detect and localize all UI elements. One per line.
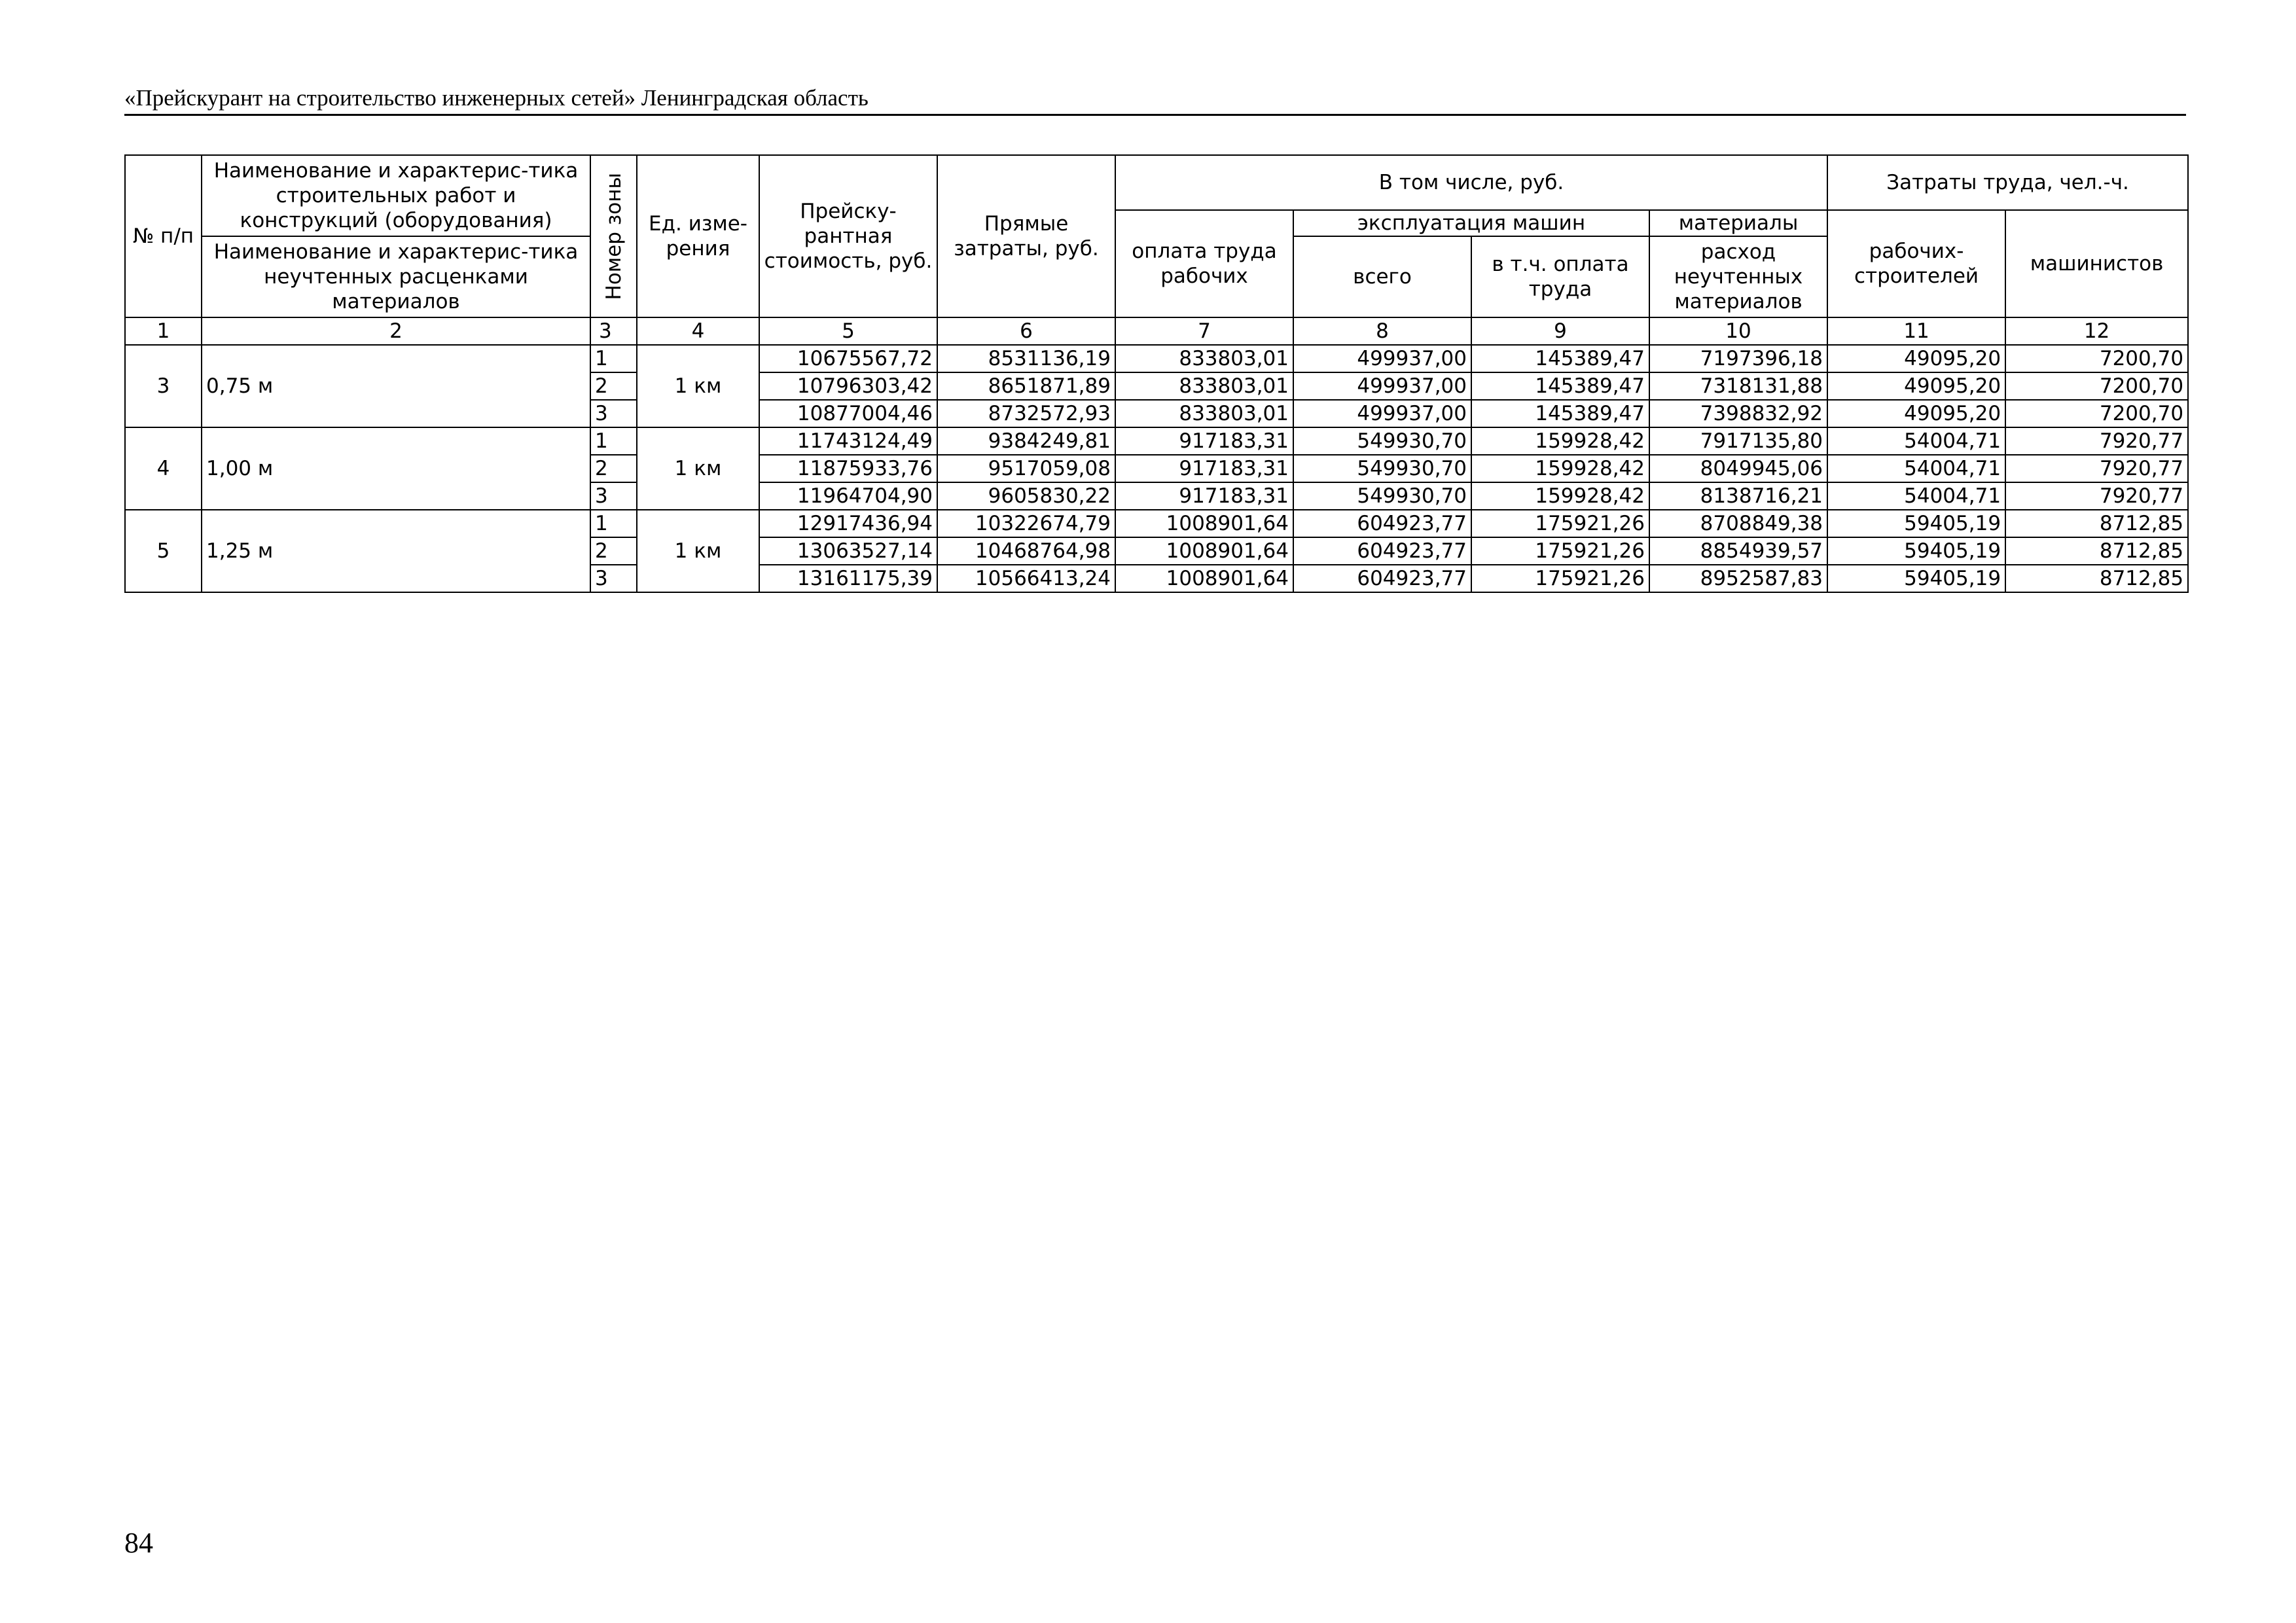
workers-hours-cell: 49095,20 xyxy=(1827,372,2005,400)
direct-cost-cell: 10468764,98 xyxy=(937,537,1115,565)
machines-wages-cell: 145389,47 xyxy=(1471,345,1649,372)
zone-cell: 3 xyxy=(590,565,637,592)
wages-cell: 833803,01 xyxy=(1115,345,1293,372)
header-name-top: Наименование и характерис-тика строительных работ и конструкций (оборудования) xyxy=(202,155,590,236)
materials-cell: 8854939,57 xyxy=(1649,537,1827,565)
workers-hours-cell: 49095,20 xyxy=(1827,345,2005,372)
zone-cell: 2 xyxy=(590,537,637,565)
direct-cost-cell: 10322674,79 xyxy=(937,510,1115,537)
group-number-cell: 5 xyxy=(125,510,202,592)
direct-cost-cell: 9517059,08 xyxy=(937,455,1115,482)
wages-cell: 833803,01 xyxy=(1115,372,1293,400)
column-number: 10 xyxy=(1649,317,1827,345)
price-cell: 13161175,39 xyxy=(759,565,937,592)
column-number: 12 xyxy=(2005,317,2188,345)
table-row xyxy=(125,510,2188,537)
group-name-cell: 0,75 м xyxy=(202,345,590,427)
group-name-cell: 1,25 м xyxy=(202,510,590,592)
column-number: 6 xyxy=(937,317,1115,345)
machinists-hours-cell: 7200,70 xyxy=(2005,400,2188,427)
column-number: 3 xyxy=(590,317,637,345)
header-price: Прейску-рантная стоимость, руб. xyxy=(759,155,937,317)
header-machines: эксплуатация машин xyxy=(1293,210,1649,236)
machinists-hours-cell: 7200,70 xyxy=(2005,372,2188,400)
price-cell: 10675567,72 xyxy=(759,345,937,372)
header-zone xyxy=(590,155,637,317)
table-row xyxy=(125,345,2188,372)
column-numbers-row xyxy=(125,317,2188,345)
machinists-hours-cell: 8712,85 xyxy=(2005,510,2188,537)
header-num: № п/п xyxy=(125,155,202,317)
machines-total-cell: 549930,70 xyxy=(1293,455,1471,482)
direct-cost-cell: 9384249,81 xyxy=(937,427,1115,455)
unit-cell: 1 км xyxy=(637,427,759,510)
column-number: 7 xyxy=(1115,317,1293,345)
workers-hours-cell: 59405,19 xyxy=(1827,510,2005,537)
wages-cell: 917183,31 xyxy=(1115,482,1293,510)
materials-cell: 8952587,83 xyxy=(1649,565,1827,592)
column-number: 11 xyxy=(1827,317,2005,345)
header-machines-total: всего xyxy=(1293,236,1471,317)
price-cell: 11964704,90 xyxy=(759,482,937,510)
machines-total-cell: 499937,00 xyxy=(1293,372,1471,400)
unit-cell: 1 км xyxy=(637,510,759,592)
machinists-hours-cell: 8712,85 xyxy=(2005,537,2188,565)
zone-cell: 1 xyxy=(590,510,637,537)
page-number: 84 xyxy=(124,1527,153,1559)
direct-cost-cell: 10566413,24 xyxy=(937,565,1115,592)
header-materials-unaccounted: расход неучтенных материалов xyxy=(1649,236,1827,317)
zone-cell: 1 xyxy=(590,345,637,372)
column-number: 9 xyxy=(1471,317,1649,345)
group-number-cell: 4 xyxy=(125,427,202,510)
zone-cell: 3 xyxy=(590,482,637,510)
direct-cost-cell: 8531136,19 xyxy=(937,345,1115,372)
workers-hours-cell: 54004,71 xyxy=(1827,455,2005,482)
price-cell: 10796303,42 xyxy=(759,372,937,400)
zone-cell: 1 xyxy=(590,427,637,455)
machines-wages-cell: 159928,42 xyxy=(1471,427,1649,455)
machines-total-cell: 604923,77 xyxy=(1293,510,1471,537)
workers-hours-cell: 54004,71 xyxy=(1827,427,2005,455)
unit-cell: 1 км xyxy=(637,345,759,427)
machines-wages-cell: 159928,42 xyxy=(1471,455,1649,482)
machines-wages-cell: 175921,26 xyxy=(1471,565,1649,592)
machinists-hours-cell: 7920,77 xyxy=(2005,455,2188,482)
price-cell: 10877004,46 xyxy=(759,400,937,427)
wages-cell: 917183,31 xyxy=(1115,455,1293,482)
price-cell: 12917436,94 xyxy=(759,510,937,537)
materials-cell: 8049945,06 xyxy=(1649,455,1827,482)
machines-total-cell: 604923,77 xyxy=(1293,537,1471,565)
header-machinists: машинистов xyxy=(2005,210,2188,317)
column-number: 2 xyxy=(202,317,590,345)
wages-cell: 917183,31 xyxy=(1115,427,1293,455)
price-cell: 13063527,14 xyxy=(759,537,937,565)
machines-total-cell: 549930,70 xyxy=(1293,482,1471,510)
wages-cell: 833803,01 xyxy=(1115,400,1293,427)
workers-hours-cell: 54004,71 xyxy=(1827,482,2005,510)
zone-cell: 3 xyxy=(590,400,637,427)
machines-wages-cell: 175921,26 xyxy=(1471,510,1649,537)
workers-hours-cell: 59405,19 xyxy=(1827,537,2005,565)
header-materials: материалы xyxy=(1649,210,1827,236)
header-workers: рабочих-строителей xyxy=(1827,210,2005,317)
zone-cell: 2 xyxy=(590,372,637,400)
materials-cell: 7197396,18 xyxy=(1649,345,1827,372)
machinists-hours-cell: 7920,77 xyxy=(2005,482,2188,510)
group-number-cell: 3 xyxy=(125,345,202,427)
header-including: В том числе, руб. xyxy=(1115,155,1827,210)
header-zone-label: Номер зоны xyxy=(601,172,626,300)
machines-total-cell: 499937,00 xyxy=(1293,400,1471,427)
table-row xyxy=(125,427,2188,455)
materials-cell: 8708849,38 xyxy=(1649,510,1827,537)
machinists-hours-cell: 8712,85 xyxy=(2005,565,2188,592)
header-unit: Ед. изме-рения xyxy=(637,155,759,317)
header-name-bottom: Наименование и характерис-тика неучтенных расценками материалов xyxy=(202,236,590,317)
workers-hours-cell: 59405,19 xyxy=(1827,565,2005,592)
materials-cell: 7398832,92 xyxy=(1649,400,1827,427)
table-body xyxy=(125,345,2188,592)
machinists-hours-cell: 7200,70 xyxy=(2005,345,2188,372)
group-name-cell: 1,00 м xyxy=(202,427,590,510)
column-number: 8 xyxy=(1293,317,1471,345)
wages-cell: 1008901,64 xyxy=(1115,510,1293,537)
direct-cost-cell: 9605830,22 xyxy=(937,482,1115,510)
materials-cell: 8138716,21 xyxy=(1649,482,1827,510)
wages-cell: 1008901,64 xyxy=(1115,565,1293,592)
machinists-hours-cell: 7920,77 xyxy=(2005,427,2188,455)
machines-wages-cell: 159928,42 xyxy=(1471,482,1649,510)
direct-cost-cell: 8732572,93 xyxy=(937,400,1115,427)
machines-total-cell: 604923,77 xyxy=(1293,565,1471,592)
wages-cell: 1008901,64 xyxy=(1115,537,1293,565)
machines-wages-cell: 175921,26 xyxy=(1471,537,1649,565)
price-table xyxy=(124,154,2189,593)
materials-cell: 7318131,88 xyxy=(1649,372,1827,400)
machines-wages-cell: 145389,47 xyxy=(1471,400,1649,427)
header-direct: Прямые затраты, руб. xyxy=(937,155,1115,317)
zone-cell: 2 xyxy=(590,455,637,482)
materials-cell: 7917135,80 xyxy=(1649,427,1827,455)
column-number: 4 xyxy=(637,317,759,345)
machines-total-cell: 549930,70 xyxy=(1293,427,1471,455)
header-labor-costs: Затраты труда, чел.-ч. xyxy=(1827,155,2188,210)
price-cell: 11743124,49 xyxy=(759,427,937,455)
header-machines-wages: в т.ч. оплата труда xyxy=(1471,236,1649,317)
workers-hours-cell: 49095,20 xyxy=(1827,400,2005,427)
column-number: 5 xyxy=(759,317,937,345)
column-number: 1 xyxy=(125,317,202,345)
price-cell: 11875933,76 xyxy=(759,455,937,482)
machines-wages-cell: 145389,47 xyxy=(1471,372,1649,400)
running-header: «Прейскурант на строительство инженерных сетей» Ленинградская область xyxy=(124,84,2186,116)
machines-total-cell: 499937,00 xyxy=(1293,345,1471,372)
header-wages: оплата труда рабочих xyxy=(1115,210,1293,317)
direct-cost-cell: 8651871,89 xyxy=(937,372,1115,400)
